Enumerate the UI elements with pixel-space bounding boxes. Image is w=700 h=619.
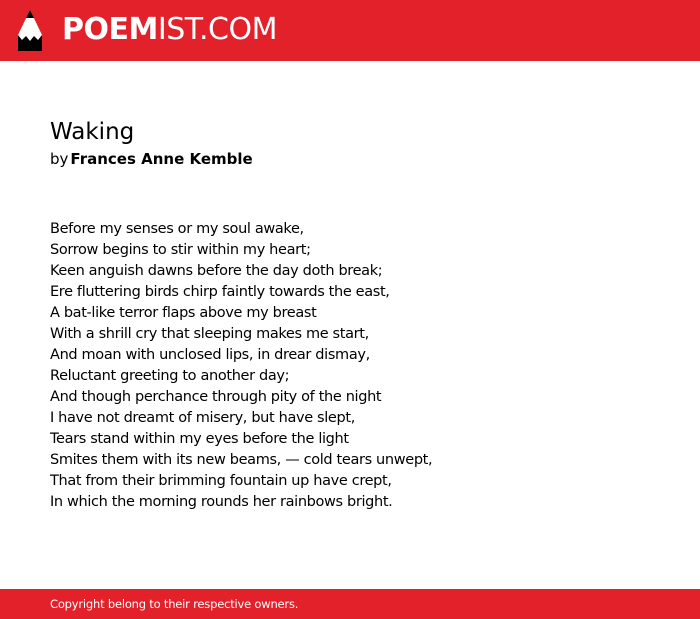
poem-line: And though perchance through pity of the night (50, 389, 382, 405)
poem-line: Reluctant greeting to another day; (50, 368, 290, 384)
poem-line: Tears stand within my eyes before the light (50, 431, 349, 447)
copyright-text: Copyright belong to their respective owners. (50, 597, 299, 611)
poem-line: A bat-like terror flaps above my breast (50, 305, 317, 321)
logo-text-light: IST.COM (157, 12, 277, 47)
poem-line: Smites them with its new beams, — cold tears unwept, (50, 452, 433, 468)
poem-line: That from their brimming fountain up have crept, (50, 473, 392, 489)
poem-line: Ere fluttering birds chirp faintly towards the east, (50, 284, 390, 300)
pencil-logo-icon[interactable] (17, 9, 43, 52)
poem-author: Frances Anne Kemble (70, 150, 253, 168)
poem-line: Sorrow begins to stir within my heart; (50, 242, 311, 258)
by-label: by (50, 150, 69, 168)
logo-text-bold: POEM (62, 12, 158, 47)
poem-line: Before my senses or my soul awake, (50, 221, 304, 237)
poem-line: In which the morning rounds her rainbows bright. (50, 494, 393, 510)
site-footer (0, 589, 700, 619)
poem-line: And moan with unclosed lips, in drear dismay, (50, 347, 370, 363)
poem-byline (50, 149, 253, 169)
poem-line: Keen anguish dawns before the day doth break; (50, 263, 383, 279)
poem-line: I have not dreamt of misery, but have slept, (50, 410, 355, 426)
poem-body (50, 219, 432, 513)
poem-title: Waking (50, 119, 135, 145)
poem-line: With a shrill cry that sleeping makes me start, (50, 326, 369, 342)
site-header (0, 0, 700, 61)
site-logo-link[interactable] (62, 12, 277, 48)
